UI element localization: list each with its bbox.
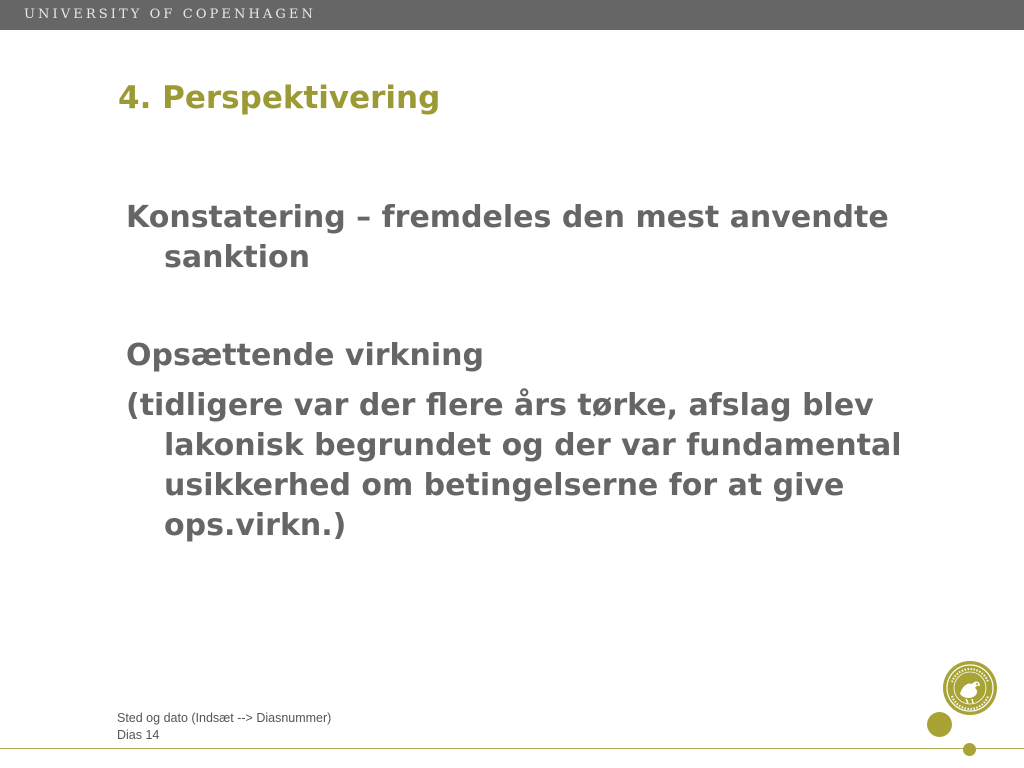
slide-content <box>126 198 906 546</box>
slide-title: 4. Perspektivering <box>118 80 441 116</box>
university-name: UNIVERSITY OF COPENHAGEN <box>24 7 316 22</box>
slide-footer <box>117 710 331 744</box>
header-bar <box>0 0 1024 30</box>
paragraph-spacer <box>126 278 906 336</box>
footer-place-date: Sted og dato (Indsæt --> Diasnummer) <box>117 711 332 725</box>
footer-divider <box>0 748 1024 749</box>
bullet-konstatering: Konstatering – fremdeles den mest anvendte sanktion <box>126 200 889 275</box>
footer-slide-number: Dias 14 <box>117 728 160 742</box>
university-seal-icon <box>942 660 998 716</box>
bullet-tidligere: (tidligere var der flere års tørke, afslag blev lakonisk begrundet og der var fundamental usikkerhed om betingelserne for at give ops.virkn.) <box>126 388 902 543</box>
bullet-opsaettende-virkning: Opsættende virkning <box>126 338 484 373</box>
decorative-dot-large <box>927 712 952 737</box>
decorative-dot-small <box>963 743 976 756</box>
